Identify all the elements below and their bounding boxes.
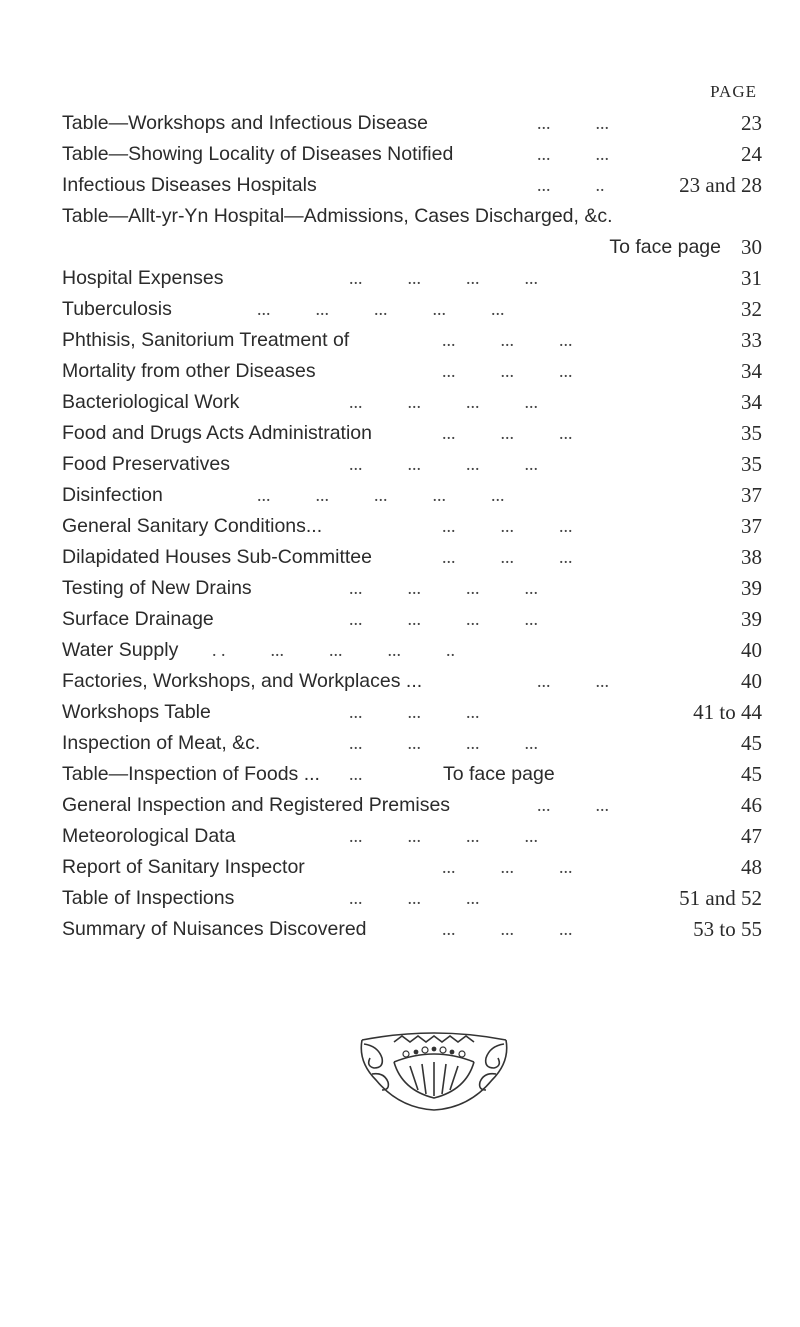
toc-entry-page: 23 and 28 [679, 173, 762, 197]
toc-leader-dots: ... ... ... [442, 330, 573, 350]
toc-entry-title: Factories, Workshops, and Workplaces ... [62, 670, 423, 692]
toc-entry [62, 730, 762, 756]
toc-entry-title: Testing of New Drains [62, 577, 252, 599]
toc-entry [62, 141, 762, 167]
toc-entry-page: 40 [741, 638, 762, 662]
toc-leader-dots: ... ... [537, 671, 609, 691]
toc-leader-dots: ... ... ... ... ... [257, 299, 505, 319]
toc-leader-dots: ... ... ... ... [349, 268, 538, 288]
toc-leader-dots: ... ... ... ... [349, 826, 538, 846]
toc-entry [62, 668, 762, 694]
toc-entry-page: 53 to 55 [693, 917, 762, 941]
toc-entry-page: 45 [741, 762, 762, 786]
toc-leader-dots: ... ... ... [442, 919, 573, 939]
toc-entry-page: 51 and 52 [679, 886, 762, 910]
toc-entry-page: 48 [741, 855, 762, 879]
toc-entry-page: 37 [741, 514, 762, 538]
toc-entry-title: Food Preservatives [62, 453, 230, 475]
toc-entry-page: 40 [741, 669, 762, 693]
toc-entry-page: 33 [741, 328, 762, 352]
toc-entry-title: Report of Sanitary Inspector [62, 856, 305, 878]
toc-entry-page: 32 [741, 297, 762, 321]
toc-leader-dots: ... ... ... ... [349, 454, 538, 474]
toc-entry-page: 35 [741, 452, 762, 476]
toc-entry-title: Table—Allt-yr-Yn Hospital—Admissions, Cases Discharged, &c. [62, 205, 613, 227]
toc-entry-title: Phthisis, Sanitorium Treatment of [62, 329, 350, 351]
toc-entry [62, 389, 762, 415]
toc-entry-page: 24 [741, 142, 762, 166]
toc-entry-page: 41 to 44 [693, 700, 762, 724]
toc-entry-page: 35 [741, 421, 762, 445]
toc-leader-dots: ... ... [537, 144, 609, 164]
toc-entry [62, 296, 762, 322]
toc-entry-page: 31 [741, 266, 762, 290]
toc-entry-title: Tuberculosis [62, 298, 172, 320]
toc-entry-page: 34 [741, 390, 762, 414]
toc-entry [62, 699, 762, 725]
toc-entry-title: Table—Inspection of Foods ... [62, 763, 320, 785]
toc-entry [62, 482, 762, 508]
toc-entry-title: Table—Workshops and Infectious Disease [62, 112, 428, 134]
toc-leader-dots: . . ... ... ... .. [212, 640, 455, 660]
toc-entry-title: Hospital Expenses [62, 267, 224, 289]
toc-leader-dots: ... ... [537, 113, 609, 133]
toc-leader-dots: ... ... ... [442, 857, 573, 877]
toc-entry-page: 46 [741, 793, 762, 817]
toc-entry-page: 45 [741, 731, 762, 755]
toc-leader-dots: ... [349, 764, 363, 784]
toc-entry-title: Workshops Table [62, 701, 211, 723]
toc-entry [62, 544, 762, 570]
toc-entry-page: 47 [741, 824, 762, 848]
toc-entry-page: 39 [741, 607, 762, 631]
toc-entry [62, 885, 762, 911]
toc-header [0, 82, 800, 106]
toc-leader-dots: ... ... ... [442, 516, 573, 536]
toc-entry-title: Bacteriological Work [62, 391, 240, 413]
toc-entry-title: Food and Drugs Acts Administration [62, 422, 372, 444]
toc-leader-dots: ... .. [537, 175, 605, 195]
toc-entry-title: General Sanitary Conditions... [62, 515, 323, 537]
toc-entry-page: 38 [741, 545, 762, 569]
toc-entry-title: Water Supply [62, 639, 179, 661]
toc-entry [62, 420, 762, 446]
toc-entry [62, 761, 762, 787]
toc-entry [62, 792, 762, 818]
toc-entry-page: 34 [741, 359, 762, 383]
toc-leader-dots: ... ... ... ... ... [257, 485, 505, 505]
toc-leader-dots: ... ... ... ... [349, 578, 538, 598]
toc-leader-dots: ... ... ... [349, 888, 480, 908]
toc-entry-title: Table—Showing Locality of Diseases Notified [62, 143, 454, 165]
toc-entry-title: Surface Drainage [62, 608, 214, 630]
toc-entry [62, 203, 762, 229]
toc-entry-title: Table of Inspections [62, 887, 235, 909]
toc-entry-page: 37 [741, 483, 762, 507]
toc-entry-title: Inspection of Meat, &c. [62, 732, 261, 754]
toc-entry-page: 30 [741, 235, 762, 259]
toc-entry-title: General Inspection and Registered Premises [62, 794, 451, 816]
toc-entry [62, 110, 762, 136]
toc-entry [62, 358, 762, 384]
toc-entry-subtitle: To face page [443, 763, 555, 785]
toc-entry [62, 575, 762, 601]
toc-entry [62, 172, 762, 198]
toc-leader-dots: ... ... ... ... [349, 392, 538, 412]
toc-entry [62, 637, 762, 663]
toc-leader-dots: ... ... ... ... [349, 609, 538, 629]
toc-entry-title: Summary of Nuisances Discovered [62, 918, 367, 940]
toc-entry [62, 327, 762, 353]
toc-entry-subtitle: To face page [609, 236, 721, 258]
toc-leader-dots: ... ... ... [349, 702, 480, 722]
toc-entry [62, 265, 762, 291]
toc-entry-page: 39 [741, 576, 762, 600]
toc-entry-title: Infectious Diseases Hospitals [62, 174, 317, 196]
toc-entry-title: Mortality from other Diseases [62, 360, 316, 382]
toc-leader-dots: ... ... ... [442, 423, 573, 443]
toc-entry [62, 916, 762, 942]
decorative-tailpiece-icon [354, 1032, 514, 1114]
toc-entry [62, 451, 762, 477]
toc-entry [62, 606, 762, 632]
toc-entry [62, 513, 762, 539]
toc-leader-dots: ... ... ... [442, 547, 573, 567]
toc-entry-page: 23 [741, 111, 762, 135]
toc-entry [62, 823, 762, 849]
toc-leader-dots: ... ... [537, 795, 609, 815]
toc-entry-continuation [62, 234, 762, 260]
toc-entry-title: Disinfection [62, 484, 163, 506]
toc-leader-dots: ... ... ... [442, 361, 573, 381]
toc-entry-title: Meteorological Data [62, 825, 236, 847]
toc-leader-dots: ... ... ... ... [349, 733, 538, 753]
toc-entry [62, 854, 762, 880]
toc-entry-title: Dilapidated Houses Sub-Committee [62, 546, 372, 568]
page-column-label: PAGE [710, 82, 757, 101]
